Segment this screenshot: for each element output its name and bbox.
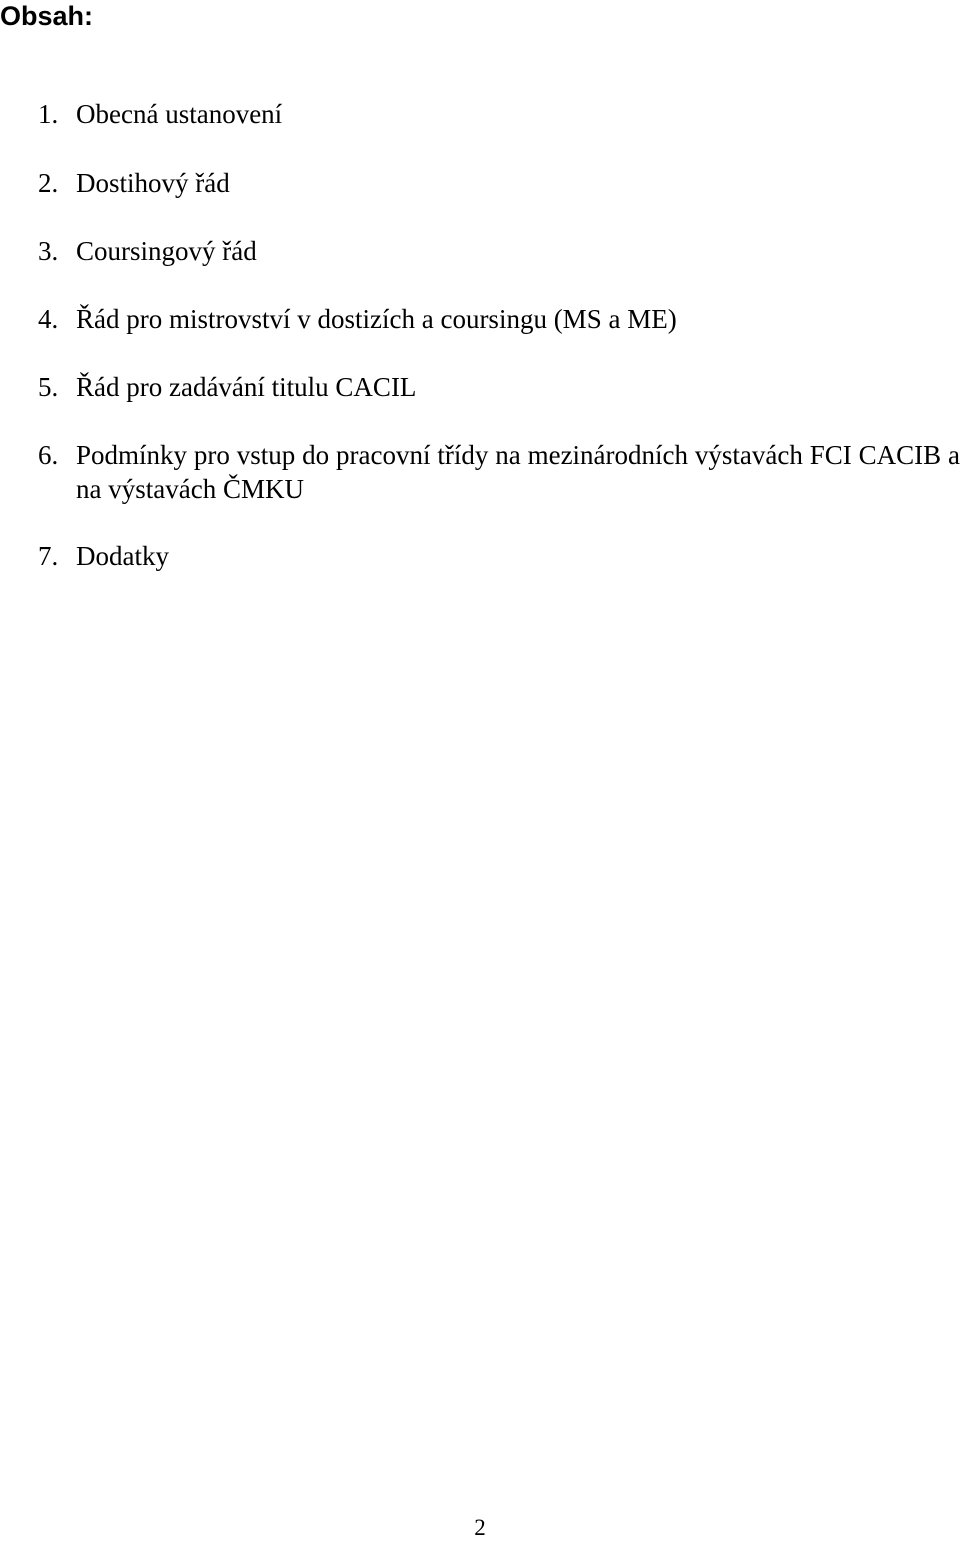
toc-text: Obecná ustanovení [76,99,283,129]
toc-text: Podmínky pro vstup do pracovní třídy na mezinárodních výstavách FCI CACIB a na výstavách ČMKU [76,440,960,504]
page-number: 2 [474,1515,486,1540]
toc-number: 4. [38,304,59,334]
toc-text: Dodatky [76,541,169,571]
toc-number: 2. [38,168,59,198]
toc-number: 6. [38,440,59,470]
toc-text: Coursingový řád [76,236,257,266]
toc-text: Řád pro mistrovství v dostizích a coursingu (MS a ME) [76,304,677,334]
toc-text: Řád pro zadávání titulu CACIL [76,372,417,402]
toc-number: 5. [38,372,59,402]
toc-number: 7. [38,541,59,571]
toc-number: 3. [38,236,59,266]
toc-number: 1. [38,99,59,129]
page-title: Obsah: [0,1,94,31]
toc-text: Dostihový řád [76,168,230,198]
